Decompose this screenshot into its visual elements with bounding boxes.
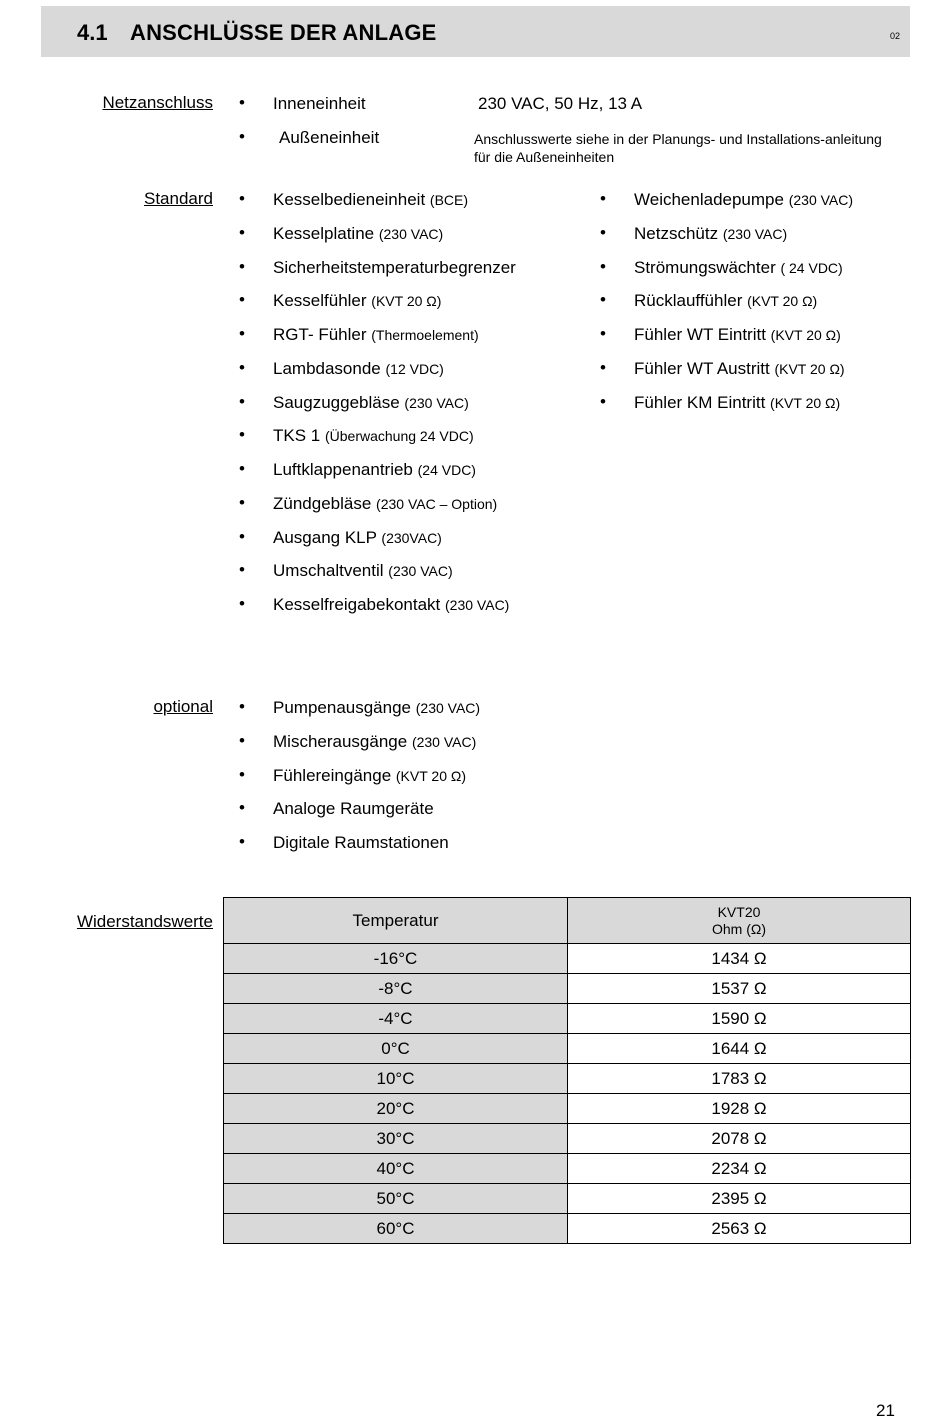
section-header <box>41 6 910 57</box>
item-name: Saugzuggebläse <box>273 392 400 412</box>
item-name: Fühler KM Eintritt <box>634 392 766 412</box>
resistance-cell: 1644 Ω <box>568 1034 911 1064</box>
bullet-icon: • <box>239 492 245 512</box>
section-code: 02 <box>889 31 900 41</box>
resistance-label: Widerstandswerte <box>76 912 213 931</box>
item-spec: (KVT 20 Ω) <box>747 293 818 310</box>
bullet-icon: • <box>600 391 606 411</box>
netz-item-name: Inneneinheit <box>273 94 366 113</box>
list-item-text <box>634 325 841 345</box>
table-row <box>224 1154 911 1184</box>
temperature-cell: 30°C <box>224 1124 568 1154</box>
item-name: Fühler WT Eintritt <box>634 325 766 344</box>
item-name: TKS 1 <box>273 426 321 446</box>
item-spec: (230 VAC) <box>404 394 469 411</box>
list-item-text <box>273 766 466 786</box>
item-name: Kesselplatine <box>273 223 375 243</box>
item-spec: (230 VAC) <box>411 733 477 750</box>
item-name: Weichenladepumpe <box>634 190 784 209</box>
standard-label: Standard <box>144 189 213 208</box>
item-spec: (KVT 20 Ω) <box>770 394 841 411</box>
bullet-icon: • <box>239 127 245 146</box>
resistance-cell: 2234 Ω <box>568 1154 911 1184</box>
bullet-icon: • <box>239 391 245 411</box>
list-item-text <box>634 291 817 311</box>
item-spec: ( 24 VDC) <box>780 259 843 276</box>
temperature-cell: 60°C <box>224 1214 568 1244</box>
bullet-icon: • <box>239 222 245 242</box>
list-item-text <box>634 359 845 379</box>
bullet-icon: • <box>239 93 245 112</box>
bullet-icon: • <box>600 222 606 242</box>
bullet-icon: • <box>239 459 245 478</box>
table-row <box>224 1064 911 1094</box>
item-spec: (230 VAC) <box>388 563 453 580</box>
bullet-icon: • <box>239 697 245 716</box>
temperature-cell: 50°C <box>224 1184 568 1214</box>
list-item-text <box>273 190 468 210</box>
netz-item-name: Außeneinheit <box>279 128 380 147</box>
bullet-icon: • <box>239 798 245 818</box>
list-item-text <box>273 799 434 819</box>
section-title: ANSCHLÜSSE DER ANLAGE <box>130 20 437 45</box>
item-name: Analoge Raumgeräte <box>273 799 434 819</box>
netz-label: Netzanschluss <box>102 93 213 112</box>
table-row <box>224 1094 911 1124</box>
section-number: 4.1 <box>77 20 108 45</box>
bullet-icon: • <box>239 425 245 445</box>
resistance-cell: 2395 Ω <box>568 1184 911 1214</box>
list-item-text <box>273 393 469 413</box>
list-item-text <box>273 291 441 311</box>
optional-label: optional <box>153 697 213 716</box>
netz-item-note: Anschlusswerte siehe in der Planungs- und Installations-anleitung für die Außeneinheiten <box>474 131 882 165</box>
list-item-text <box>273 561 453 581</box>
resistance-cell: 2078 Ω <box>568 1124 911 1154</box>
item-spec: (230 VAC) <box>415 700 481 716</box>
resistance-cell: 1537 Ω <box>568 974 911 1004</box>
bullet-icon: • <box>239 832 245 851</box>
table-row <box>224 1124 911 1154</box>
temperature-cell: 0°C <box>224 1034 568 1064</box>
item-spec: (230 VAC – Option) <box>376 495 498 512</box>
item-name: Lambdasonde <box>273 358 381 378</box>
column-header-temperature: Temperatur <box>224 898 568 944</box>
temperature-cell: -16°C <box>224 944 568 974</box>
item-spec: (12 VDC) <box>385 360 444 377</box>
list-item-text <box>273 460 476 480</box>
item-name: Kesselfühler <box>273 291 367 311</box>
temperature-cell: 10°C <box>224 1064 568 1094</box>
list-item-text <box>273 258 516 278</box>
list-item-text <box>273 224 443 244</box>
bullet-icon: • <box>600 189 606 208</box>
column-header-kvt20 <box>568 898 911 944</box>
table-row <box>224 1214 911 1244</box>
bullet-icon: • <box>600 256 606 276</box>
list-item-text <box>273 426 474 446</box>
list-item-text <box>273 528 442 548</box>
temperature-cell: -4°C <box>224 1004 568 1034</box>
item-name: Ausgang KLP <box>273 527 377 547</box>
kvt20-title: KVT20 <box>717 903 761 920</box>
list-item-text <box>273 325 479 345</box>
item-spec: (KVT 20 Ω) <box>774 360 845 377</box>
resistance-cell: 1928 Ω <box>568 1094 911 1124</box>
item-name: Rücklauffühler <box>634 291 743 311</box>
item-name: Fühler WT Austritt <box>634 358 770 378</box>
resistance-cell: 1434 Ω <box>568 944 911 974</box>
list-item-text <box>273 494 497 514</box>
list-item-text <box>634 224 787 244</box>
item-spec: (Überwachung 24 VDC) <box>324 428 474 445</box>
bullet-icon: • <box>239 594 245 613</box>
table-header-row <box>224 898 911 944</box>
item-spec: (230 VAC) <box>445 597 510 613</box>
list-item-text <box>273 698 480 718</box>
temperature-cell: -8°C <box>224 974 568 1004</box>
item-name: Umschaltventil <box>273 561 384 581</box>
table-row <box>224 1034 911 1064</box>
table-row <box>224 1004 911 1034</box>
table-row <box>224 1184 911 1214</box>
item-name: RGT- Fühler <box>273 325 367 344</box>
item-spec: (230 VAC) <box>722 225 788 242</box>
item-spec: (KVT 20 Ω) <box>395 767 467 784</box>
bullet-icon: • <box>239 324 245 343</box>
item-spec: (230VAC) <box>381 529 442 546</box>
item-spec: (Thermoelement) <box>371 327 479 343</box>
temperature-cell: 40°C <box>224 1154 568 1184</box>
resistance-cell: 1783 Ω <box>568 1064 911 1094</box>
item-name: Fühlereingänge <box>273 765 392 785</box>
bullet-icon: • <box>239 357 245 377</box>
item-name: Kesselfreigabekontakt <box>273 595 441 614</box>
list-item-text <box>273 359 444 379</box>
item-spec: (KVT 20 Ω) <box>371 293 442 310</box>
table-row <box>224 974 911 1004</box>
table-row <box>224 944 911 974</box>
item-spec: (24 VDC) <box>417 462 476 478</box>
item-name: Digitale Raumstationen <box>273 833 449 852</box>
netz-item-value: 230 VAC, 50 Hz, 13 A <box>478 94 643 113</box>
resistance-table <box>223 897 911 1244</box>
resistance-cell: 1590 Ω <box>568 1004 911 1034</box>
list-item-text <box>273 833 449 853</box>
temperature-cell: 20°C <box>224 1094 568 1124</box>
list-item-text <box>273 732 476 752</box>
item-spec: (230 VAC) <box>378 225 444 242</box>
bullet-icon: • <box>239 764 245 784</box>
kvt20-unit: Ohm (Ω) <box>711 920 767 937</box>
bullet-icon: • <box>239 730 245 750</box>
bullet-icon: • <box>239 290 245 310</box>
item-name: Kesselbedieneinheit <box>273 190 426 209</box>
list-item-text <box>634 190 853 210</box>
item-name: Strömungswächter <box>634 257 776 277</box>
item-spec: (230 VAC) <box>788 192 854 208</box>
item-name: Mischerausgänge <box>273 731 408 751</box>
item-name: Pumpenausgänge <box>273 698 412 717</box>
list-item-text <box>273 595 509 615</box>
bullet-icon: • <box>239 189 245 208</box>
item-name: Zündgebläse <box>273 493 372 513</box>
item-spec: (BCE) <box>429 192 469 208</box>
item-spec: (KVT 20 Ω) <box>770 327 841 343</box>
item-name: Sicherheitstemperaturbegrenzer <box>273 257 516 277</box>
item-name: Luftklappenantrieb <box>273 460 413 479</box>
bullet-icon: • <box>600 357 606 377</box>
item-name: Netzschütz <box>634 223 719 243</box>
page-number: 21 <box>876 1401 895 1420</box>
bullet-icon: • <box>239 560 245 580</box>
resistance-cell: 2563 Ω <box>568 1214 911 1244</box>
bullet-icon: • <box>239 526 245 546</box>
list-item-text <box>634 258 843 278</box>
bullet-icon: • <box>600 290 606 310</box>
bullet-icon: • <box>239 256 245 276</box>
bullet-icon: • <box>600 324 606 343</box>
list-item-text <box>634 393 840 413</box>
